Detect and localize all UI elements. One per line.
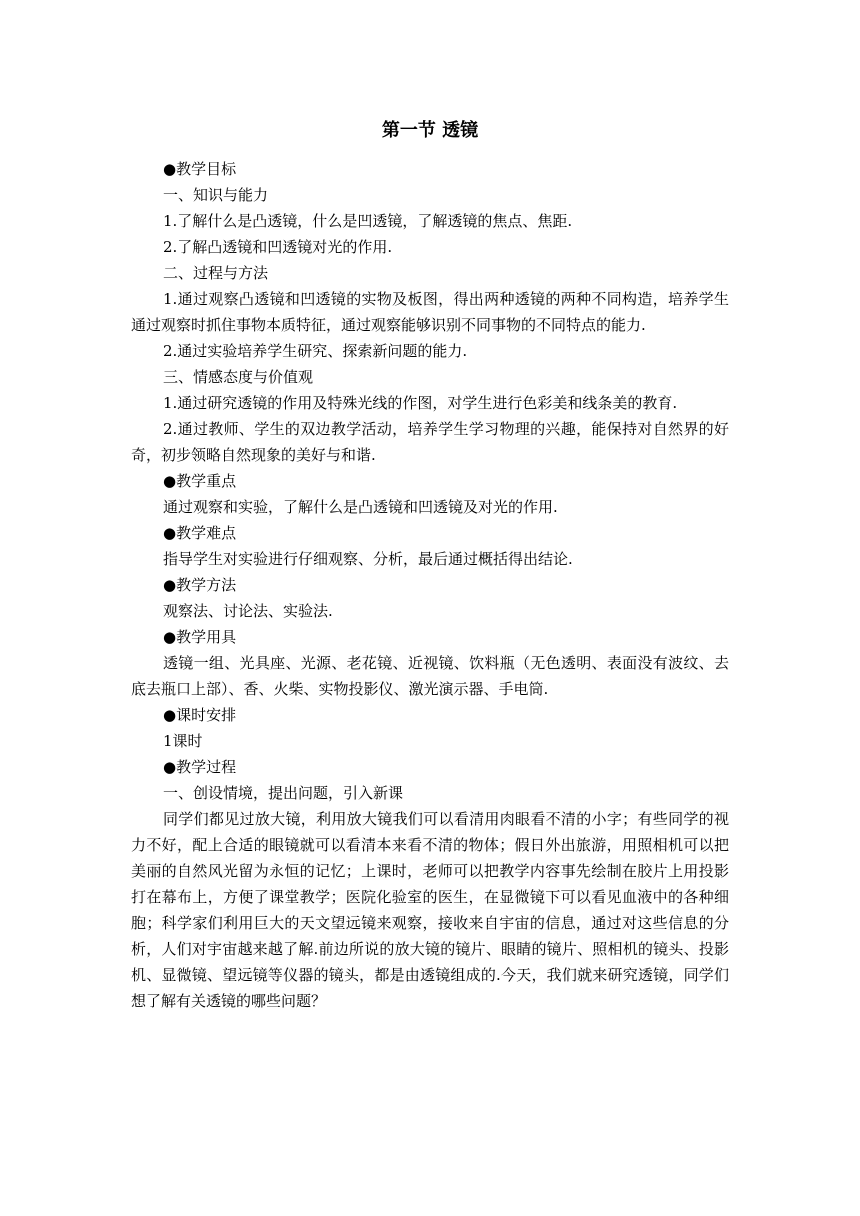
paragraph: 2.了解凸透镜和凹透镜对光的作用. — [163, 238, 393, 256]
page-title: 第一节 透镜 — [381, 120, 479, 141]
paragraph: ●教学重点 — [163, 472, 237, 490]
paragraph: 一、创设情境，提出问题，引入新课 — [163, 784, 404, 802]
paragraph: 2.通过实验培养学生研究、探索新问题的能力. — [163, 342, 468, 360]
paragraph: 三、情感态度与价值观 — [163, 368, 314, 386]
paragraph: ●教学目标 — [163, 160, 237, 178]
paragraph: ●课时安排 — [163, 706, 237, 724]
paragraph: 2.通过教师、学生的双边教学活动，培养学生学习物理的兴趣，能保持对自然界的好奇，初步领略自然现象的美好与和谐. — [131, 420, 729, 464]
paragraph: ●教学过程 — [163, 758, 237, 776]
paragraph: 二、过程与方法 — [163, 264, 269, 282]
paragraph: 1.通过观察凸透镜和凹透镜的实物及板图，得出两种透镜的两种不同构造，培养学生通过观察时抓住事物本质特征，通过观察能够识别不同事物的不同特点的能力. — [131, 290, 729, 334]
paragraph: 指导学生对实验进行仔细观察、分析，最后通过概括得出结论. — [163, 550, 573, 568]
paragraph: 1课时 — [163, 732, 203, 750]
paragraph: ●教学方法 — [163, 576, 237, 594]
paragraph: 同学们都见过放大镜，利用放大镜我们可以看清用肉眼看不清的小字；有些同学的视力不好，配上合适的眼镜就可以看清本来看不清的物体；假日外出旅游，用照相机可以把美丽的自然风光留为永恒的记忆；上课时，老师可以把教学内容事先绘制在胶片上用投影打在幕布上，方便了课堂教学；医院化验室的医生，在显微镜下可以看见血液中的各种细胞；科学家们利用巨大的天文望远镜来观察，接收来自宇宙的信息，通过对这些信息的分析，人们对宇宙越来越了解.前边所说的放大镜的镜片、眼睛的镜片、照相机的镜头、投影机、显微镜、望远镜等仪器的镜头，都是由透镜组成的.今天，我们就来研究透镜，同学们想了解有关透镜的哪些问题？ — [131, 810, 729, 1010]
paragraph: ●教学难点 — [163, 524, 237, 542]
paragraph: ●教学用具 — [163, 628, 237, 646]
paragraph: 1.了解什么是凸透镜，什么是凹透镜，了解透镜的焦点、焦距. — [163, 212, 573, 230]
paragraph: 透镜一组、光具座、光源、老花镜、近视镜、饮料瓶（无色透明、表面没有波纹、去底去瓶口上部）、香、火柴、实物投影仪、激光演示器、手电筒. — [131, 654, 729, 698]
document-body — [131, 118, 729, 1014]
paragraph: 一、知识与能力 — [163, 186, 269, 204]
paragraph: 通过观察和实验，了解什么是凸透镜和凹透镜及对光的作用. — [163, 498, 558, 516]
paragraph: 观察法、讨论法、实验法. — [163, 602, 333, 620]
paragraph: 1.通过研究透镜的作用及特殊光线的作图，对学生进行色彩美和线条美的教育. — [163, 394, 678, 412]
